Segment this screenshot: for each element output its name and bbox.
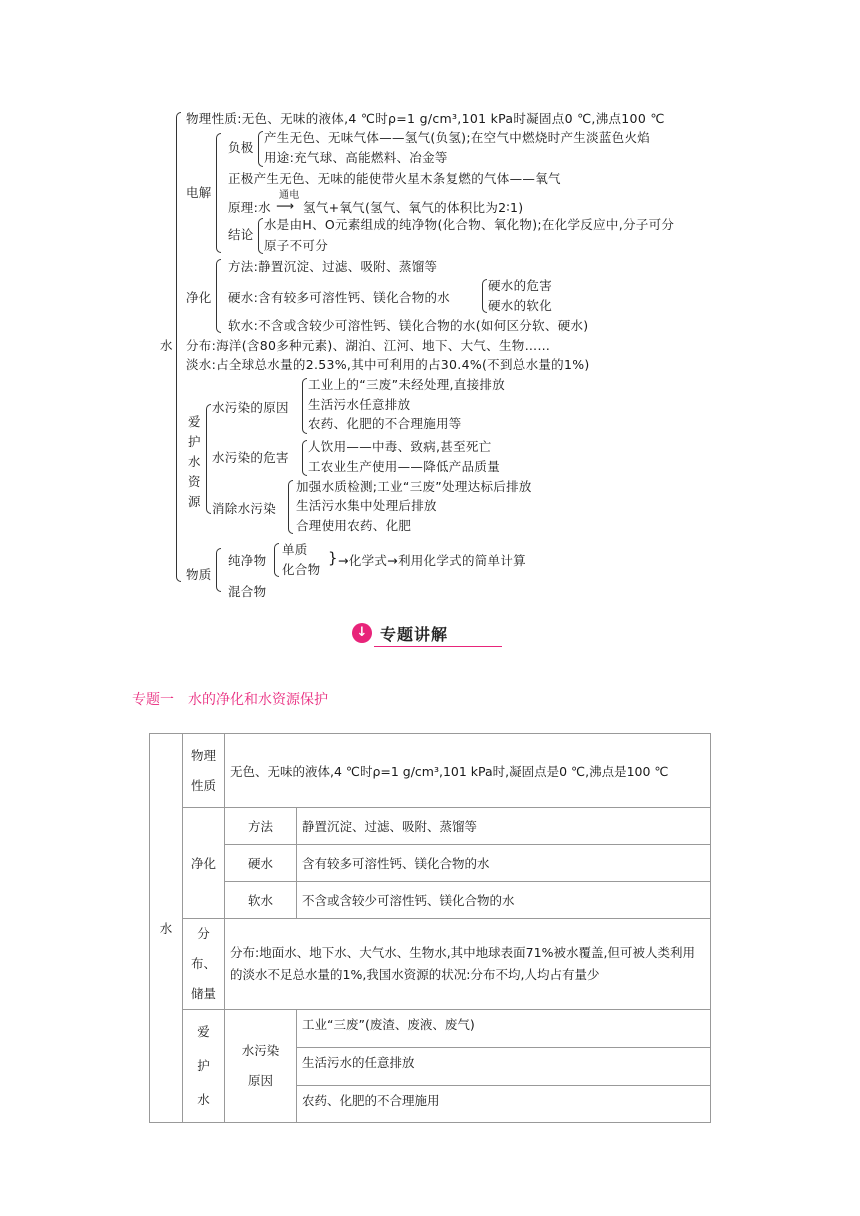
conclusion-text-2: 原子不可分 — [264, 238, 329, 253]
protect-label-cell — [183, 1010, 225, 1123]
table-row — [150, 1010, 711, 1123]
conclusion-text-1: 水是由H、O元素组成的纯净物(化合物、氧化物);在化学反应中,分子可分 — [264, 217, 675, 232]
cause-2: 生活污水任意排放 — [308, 397, 411, 412]
topic-title: 专题一 水的净化和水资源保护 — [132, 692, 328, 708]
cause-1: 工业上的“三废”未经处理,直接排放 — [308, 377, 506, 392]
conclusion-brace — [258, 218, 263, 254]
protect-char-0: 爱 — [188, 414, 201, 429]
pollution-cause-label: 水污染的原因 — [212, 400, 289, 415]
mixture: 混合物 — [228, 584, 267, 599]
pure-label: 纯净物 — [228, 553, 267, 568]
protect-char-2: 水 — [188, 454, 201, 469]
purify-brace — [216, 259, 221, 333]
harm-1: 人饮用——中毒、致病,甚至死亡 — [308, 439, 492, 454]
formula-chain: →化学式→利用化学式的简单计算 — [338, 553, 526, 568]
protect-char-b: 护 — [197, 1058, 210, 1073]
protect-char-3: 资 — [188, 474, 201, 489]
dist-label-cell — [183, 919, 225, 1010]
cause-row-0: 工业“三废”(废渣、废液、废气) — [297, 1010, 710, 1048]
pollution-cause-2: 原因 — [247, 1073, 273, 1088]
eliminate-label: 消除水污染 — [212, 501, 277, 516]
single-substance: 单质 — [282, 542, 308, 557]
purify-desc-0: 静置沉淀、过滤、吸附、蒸馏等 — [297, 808, 711, 845]
cause-row-2: 农药、化肥的不合理施用 — [302, 1093, 440, 1108]
purify-name-0: 方法 — [225, 808, 297, 845]
elim-3: 合理使用农药、化肥 — [296, 518, 412, 533]
hard-water: 硬水:含有较多可溶性钙、镁化合物的水 — [228, 290, 451, 305]
pollution-cause-cell — [225, 1010, 297, 1123]
negative-text-1: 产生无色、无味气体——氢气(负氢);在空气中燃烧时产生淡蓝色火焰 — [264, 130, 651, 145]
protect-char-1: 护 — [188, 434, 201, 449]
conclusion-label: 结论 — [228, 227, 254, 242]
principle-condition: 通电 — [279, 190, 300, 201]
protect-char-a: 爱 — [197, 1024, 210, 1039]
pollution-cause-1: 水污染 — [241, 1043, 280, 1058]
elim-1: 加强水质检测;工业“三废”处理达标后排放 — [296, 479, 532, 494]
fresh-water: 淡水:占全球总水量的2.53%,其中可利用的占30.4%(不到总水量的1%) — [186, 357, 590, 372]
purify-desc-2: 不含或含较少可溶性钙、镁化合物的水 — [297, 882, 711, 919]
hard-water-harm: 硬水的危害 — [488, 278, 553, 293]
negative-brace — [258, 131, 263, 167]
section-title: 专题讲解 — [380, 625, 449, 644]
physical-properties: 物理性质:无色、无味的液体,4 ℃时ρ=1 g/cm³,101 kPa时凝固点0 ℃,沸点100 ℃ — [186, 111, 665, 126]
compound: 化合物 — [282, 562, 321, 577]
electrolysis-label: 电解 — [186, 185, 212, 200]
purify-label: 净化 — [186, 290, 212, 305]
purify-name-2: 软水 — [225, 882, 297, 919]
matter-brace — [216, 548, 221, 592]
positive-text: 正极产生无色、无味的能使带火星木条复燃的气体——氧气 — [228, 171, 561, 186]
physical-text: 无色、无味的液体,4 ℃时ρ=1 g/cm³,101 kPa时,凝固点是0 ℃,沸点是100 ℃ — [225, 734, 711, 808]
purify-desc-1: 含有较多可溶性钙、镁化合物的水 — [297, 845, 711, 882]
dist-label-1: 分布、 — [190, 926, 216, 971]
harm-brace — [302, 440, 307, 476]
protect-char-c: 水 — [197, 1092, 210, 1107]
table-row — [150, 808, 711, 845]
dist-text: 分布:地面水、地下水、大气水、生物水,其中地球表面71%被水覆盖,但可被人类利用的淡水不足总水量的1%,我国水资源的状况:分布不均,人均占有量少 — [225, 919, 711, 1010]
elim-2: 生活污水集中处理后排放 — [296, 498, 437, 513]
physical-label-cell — [183, 734, 225, 808]
causes-cell — [297, 1010, 711, 1123]
distribution: 分布:海洋(含80多种元素)、湖泊、江河、地下、大气、生物…… — [186, 338, 551, 353]
down-arrow-icon: ↓ — [352, 623, 372, 643]
dist-label-2: 储量 — [190, 986, 216, 1001]
protect-char-4: 源 — [188, 494, 201, 509]
water-summary-table — [149, 733, 711, 1123]
electrolysis-brace — [216, 133, 221, 253]
purify-name-1: 硬水 — [225, 845, 297, 882]
water-cell: 水 — [150, 734, 183, 1123]
table-row — [150, 734, 711, 808]
principle-suffix: 氢气+氧气(氢气、氧气的体积比为2∶1) — [303, 200, 524, 215]
purify-label-cell: 净化 — [183, 808, 225, 919]
negative-text-2: 用途:充气球、高能燃料、冶金等 — [264, 150, 448, 165]
section-header — [352, 622, 502, 648]
pollution-harm-label: 水污染的危害 — [212, 450, 289, 465]
mindmap-root: 水 — [160, 338, 173, 353]
soft-water: 软水:不含或含较少可溶性钙、镁化合物的水(如何区分软、硬水) — [228, 318, 589, 333]
table-row — [150, 919, 711, 1010]
principle-arrow-icon: ⟶ — [276, 198, 295, 213]
principle-prefix: 原理:水 — [228, 200, 271, 215]
table-row — [150, 845, 711, 882]
elim-brace — [288, 480, 293, 534]
cause-row-1: 生活污水的任意排放 — [297, 1048, 710, 1086]
protect-brace — [206, 404, 211, 514]
compound-brace-close: } — [328, 549, 338, 567]
section-underline — [374, 646, 502, 647]
physical-label-1: 物理 — [190, 747, 216, 763]
matter-label: 物质 — [186, 567, 212, 582]
purify-method: 方法:静置沉淀、过滤、吸附、蒸馏等 — [228, 259, 438, 274]
cause-brace — [302, 378, 307, 434]
pure-brace — [274, 543, 279, 577]
root-brace — [176, 112, 181, 582]
harm-2: 工农业生产使用——降低产品质量 — [308, 459, 501, 474]
hard-water-brace — [482, 279, 487, 313]
negative-label: 负极 — [228, 140, 254, 155]
physical-label-2: 性质 — [190, 777, 216, 793]
hard-water-soften: 硬水的软化 — [488, 298, 553, 313]
table-row — [150, 882, 711, 919]
cause-3: 农药、化肥的不合理施用等 — [308, 416, 462, 431]
